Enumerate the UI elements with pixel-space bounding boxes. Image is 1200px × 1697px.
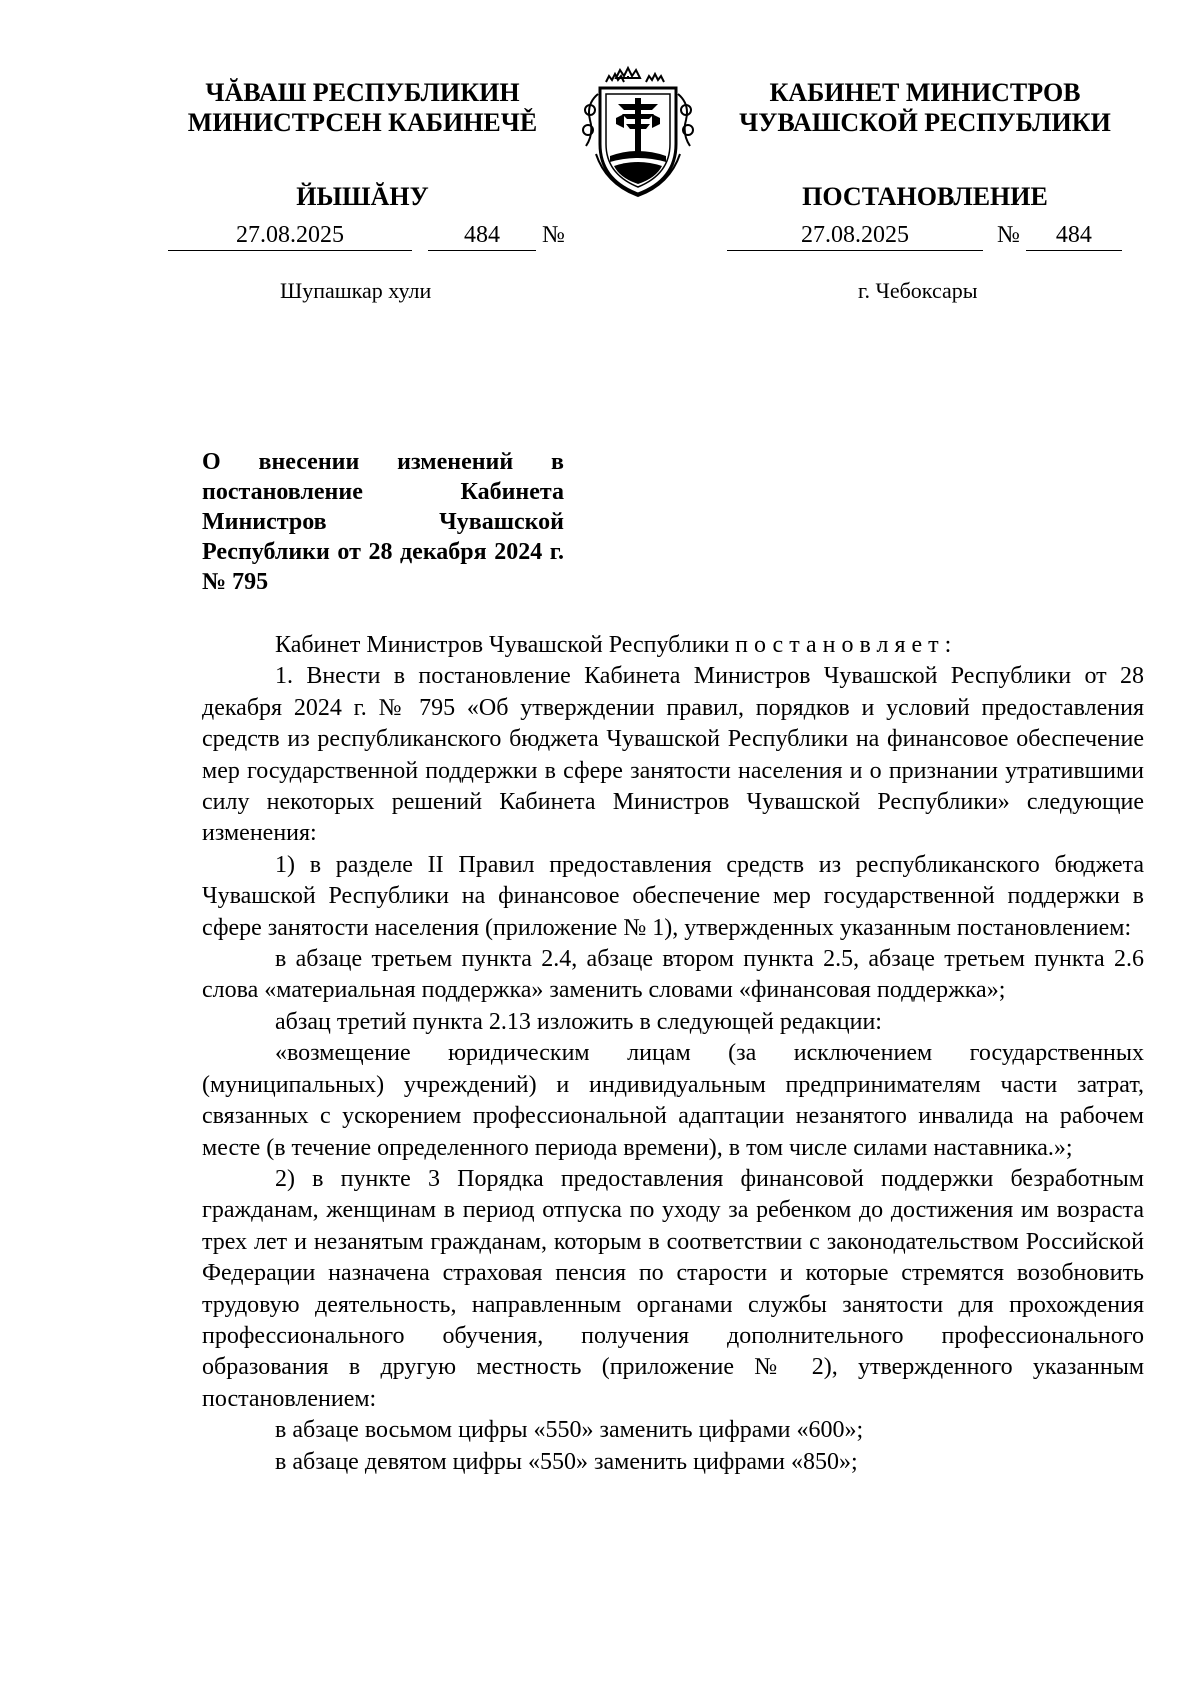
city-russian: г. Чебоксары: [858, 278, 978, 303]
date-left: 27.08.2025: [168, 220, 412, 251]
intro-text: Кабинет Министров Чувашской Республики: [275, 632, 730, 658]
org-name-russian-line2: ЧУВАШСКОЙ РЕСПУБЛИКИ: [739, 108, 1111, 137]
body-paragraph: 1) в разделе II Правил предоставления средств из республиканского бюджета Чувашской Республики на финансовое обеспечение мер государственной поддержки в сфере занятости населения (приложение № 1), утвержденных указанным постановлением:: [202, 851, 1144, 941]
header-right: [705, 78, 1145, 212]
org-name-chuvash-line2: МИНИСТРСЕН КАБИНЕЧĚ: [187, 108, 538, 137]
body-paragraph: в абзаце восьмом цифры «550» заменить цифрами «600»;: [275, 1417, 864, 1444]
org-name-russian-line1: КАБИНЕТ МИНИСТРОВ: [769, 78, 1081, 107]
document-body: [202, 630, 1144, 1478]
body-paragraph: в абзаце девятом цифры «550» заменить цифрами «850»;: [275, 1448, 858, 1475]
city-chuvash: Шупашкар хули: [280, 278, 432, 303]
number-sign-left: №: [542, 222, 565, 248]
body-paragraph: 1. Внести в постановление Кабинета Министров Чувашской Республики от 28 декабря 2024 г. № 795 «Об утверждении правил, порядков и условий предоставления средств из республиканского бюджета Чувашской Республики на финансовое обеспечение мер государственной поддержки в сфере занятости населения и о признании утратившими силу некоторых решений Кабинета Министров Чувашской Республики» следующие изменения:: [202, 663, 1144, 847]
intro-paragraph: [202, 630, 1144, 661]
body-paragraph: «возмещение юридическим лицам (за исключением государственных (муниципальных) учреждений) и индивидуальным предпринимателям части затрат, связанных с ускорением профессиональной адаптации незанятого инвалида на рабочем месте (в течение определенного периода времени), в том числе силами наставника.»;: [202, 1040, 1144, 1161]
number-right: 484: [1026, 220, 1122, 251]
intro-verb: постановляет:: [735, 632, 958, 658]
body-paragraph: абзац третий пункта 2.13 изложить в следующей редакции:: [275, 1008, 882, 1035]
date-right: 27.08.2025: [727, 220, 983, 251]
dateline-right: [727, 220, 1122, 251]
doc-type-chuvash: ЙЫШĂНУ: [296, 182, 429, 211]
body-paragraph: в абзаце третьем пункта 2.4, абзаце втором пункта 2.5, абзаце третьем пункта 2.6 слова «материальная поддержка» заменить словами «финансовая поддержка»;: [202, 946, 1144, 1004]
body-paragraph: 2) в пункте 3 Порядка предоставления финансовой поддержки безработным гражданам, женщинам в период отпуска по уходу за ребенком до достижения им возраста трех лет и незанятым гражданам, которым в соответствии с законодательством Российской Федерации назначена страховая пенсия по старости и которые стремятся возобновить трудовую деятельность, направленным органами службы занятости для прохождения профессионального обучения, получения дополнительного профессионального образования в другую местность (приложение № 2), утвержденного указанным постановлением:: [202, 1165, 1144, 1412]
document-subject: О внесении изменений в постановление Кабинета Министров Чувашской Республики от 28 декабря 2024 г. № 795: [202, 449, 564, 595]
number-left: 484: [428, 220, 536, 251]
header-left: [160, 78, 565, 212]
number-sign-right: №: [997, 222, 1020, 248]
dateline-left: [168, 220, 565, 251]
chuvash-coat-of-arms-icon: [570, 58, 706, 200]
org-name-chuvash-line1: ЧĂВАШ РЕСПУБЛИКИН: [205, 78, 520, 107]
doc-type-russian: ПОСТАНОВЛЕНИЕ: [802, 182, 1048, 211]
